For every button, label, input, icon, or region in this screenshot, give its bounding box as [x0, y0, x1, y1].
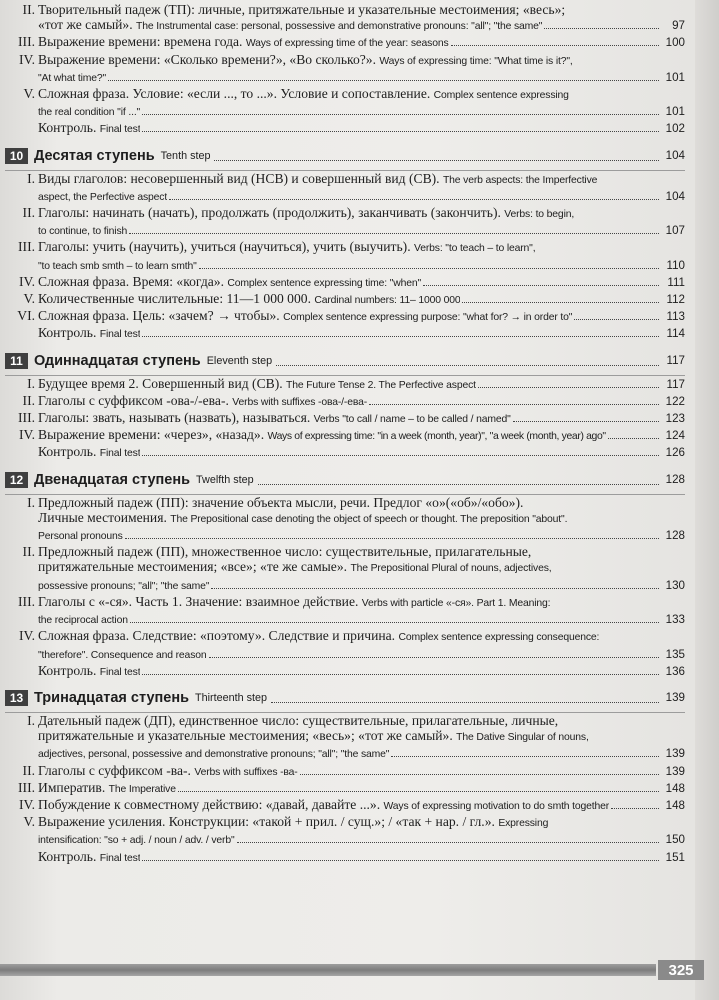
step-heading — [5, 688, 685, 708]
entry-title-ru: Творительный падеж (ТП): личные, притяжательные и указательные местоимения; «весь»; — [38, 2, 566, 17]
step-subtitle: Tenth step — [160, 149, 211, 162]
step-number-badge: 11 — [5, 353, 28, 369]
step-heading — [5, 351, 685, 371]
step-number-badge: 13 — [5, 690, 28, 706]
page-ref: 122 — [665, 394, 685, 408]
toc-entry: V. Выражение усиления. Конструкции: «такой + прил. / сущ.»; / «так + нар. / гл.». Expressing intensification: "so + adj. / noun / adv. / verb" 150 — [23, 814, 685, 847]
page-ref: 117 — [666, 377, 685, 391]
step-number-badge: 10 — [5, 148, 28, 164]
toc-entry: V. Количественные числительные: 11—1 000 000. Cardinal numbers: 11– 1000 000 112 — [23, 291, 685, 307]
page-ref: 110 — [666, 258, 685, 272]
toc-entry-final-test: Контроль. Final test 136 — [38, 662, 685, 678]
page-ref: 128 — [665, 529, 685, 543]
page-ref: 100 — [665, 36, 685, 50]
step-subtitle: Thirteenth step — [195, 691, 268, 704]
step-title: Одиннадцатая ступень — [34, 352, 201, 369]
toc-entry: I. Предложный падеж (ПП): значение объекта мысли, речи. Предлог «о»(«об»/«обо»). Личные местоимения. The Prepositional case denoting the object of speech or thought. The preposition "about". Personal pronouns 128 — [27, 494, 685, 543]
table-of-contents — [5, 2, 685, 866]
toc-entry: III. Глаголы: звать, называть (назвать), называться. Verbs "to call / name – to be called / named" 123 — [18, 410, 685, 426]
page-ref: 114 — [666, 327, 685, 341]
toc-entry: III. Выражение времени: времена года. Ways of expressing time of the year: seasons 100 — [18, 34, 685, 50]
toc-entry: II. Глаголы с суффиксом -ова-/-ева-. Verbs with suffixes -ова-/-ева- 122 — [22, 392, 685, 408]
facing-page-edge — [695, 0, 719, 1000]
toc-entry: III. Императив. The Imperative 148 — [18, 779, 685, 795]
page-footer — [0, 960, 719, 980]
toc-entry: IV. Выражение времени: «через», «назад». Ways of expressing time: "in a week (month, year)", "a week (month, year) ago" 124 — [19, 427, 685, 443]
step-number-badge: 12 — [5, 472, 28, 488]
page-ref: 101 — [665, 70, 685, 84]
page-ref: 124 — [665, 429, 685, 443]
toc-entry: IV. Сложная фраза. Время: «когда». Complex sentence expressing time: "when" 111 — [19, 273, 685, 289]
toc-entry: I. Виды глаголов: несовершенный вид (НСВ) и совершенный вид (СВ). The verb aspects: the Imperfective aspect, the Perfective aspect 104 — [27, 170, 685, 203]
page-ref: 102 — [665, 122, 685, 136]
page-ref: 150 — [665, 833, 685, 847]
page-ref: 148 — [665, 798, 685, 812]
page-ref: 139 — [665, 764, 685, 778]
page-ref: 148 — [665, 781, 685, 795]
toc-entry: V. Сложная фраза. Условие: «если ..., то ...». Условие и сопоставление. Complex sentence expressing the real condition "if ..." 101 — [23, 86, 685, 119]
step-title: Двенадцатая ступень — [34, 471, 191, 488]
page-ref: 139 — [665, 691, 685, 705]
toc-entry: II. Предложный падеж (ПП), множественное число: существительные, прилагательные, притяжательные местоимения; «все»; «те же самые». The Prepositional Plural of nouns, adjectives, possessive pronouns; "all"; "the same" 130 — [22, 544, 685, 592]
toc-entry: III. Глаголы: учить (научить), учиться (научиться), учить (выучить). Verbs: "to teach – to learn", "to teach smb smth – to learn smth" 110 — [18, 239, 685, 272]
page-ref: 97 — [672, 19, 685, 33]
page-ref: 101 — [665, 105, 685, 119]
toc-entry: III. Глаголы с «-ся». Часть 1. Значение: взаимное действие. Verbs with particle «-ся». Part 1. Meaning: the reciprocal action 133 — [18, 593, 685, 627]
page-ref: 139 — [665, 747, 685, 761]
step-subtitle: Eleventh step — [206, 354, 273, 367]
page-number: 325 — [658, 960, 704, 980]
toc-entry-final-test: Контроль. Final test 126 — [38, 444, 685, 460]
page-ref: 135 — [665, 647, 685, 661]
toc-entry: IV. Выражение времени: «Сколько времени?», «Во сколько?». Ways of expressing time: "What time is it?", "At what time?" 101 — [19, 51, 685, 84]
page-ref: 111 — [667, 275, 685, 289]
toc-entry-final-test: Контроль. Final test 151 — [38, 848, 685, 864]
page-ref: 133 — [665, 613, 685, 627]
toc-entry: IV. Сложная фраза. Следствие: «поэтому». Следствие и причина. Complex sentence expressing consequence: "therefore". Consequence and reason 135 — [19, 628, 685, 661]
toc-entry: I. Дательный падеж (ДП), единственное число: существительные, прилагательные, личные, притяжательные и указательные местоимения; «весь»; «тот же самый». The Dative Singular of nouns, adjectives, personal, possessive and demonstrative pronouns; "all"; "the same" 139 — [27, 712, 685, 761]
step-heading — [5, 470, 685, 490]
page-ref: 123 — [665, 412, 685, 426]
toc-entry: IV. Побуждение к совместному действию: «давай, давайте ...». Ways of expressing motivation to do smth together 148 — [19, 796, 685, 812]
toc-entry-final-test: Контроль. Final test 102 — [38, 120, 685, 136]
toc-entry: II. Глаголы: начинать (начать), продолжать (продолжить), заканчивать (закончить). Verbs: to begin, to continue, to finish 107 — [22, 205, 685, 238]
page-ref: 117 — [666, 354, 685, 368]
toc-entry: I. Будущее время 2. Совершенный вид (СВ). The Future Tense 2. The Perfective aspect 117 — [27, 375, 685, 391]
page-ref: 128 — [665, 473, 685, 487]
page-ref: 130 — [665, 578, 685, 592]
toc-entry: VI. Сложная фраза. Цель: «зачем? → чтобы». Complex sentence expressing purpose: "what for? → in order to" 113 — [17, 308, 685, 324]
page-ref: 136 — [665, 664, 685, 678]
toc-entry: II. Глаголы с суффиксом -ва-. Verbs with suffixes -ва- 139 — [22, 762, 685, 778]
step-title: Десятая ступень — [34, 147, 155, 164]
toc-entry: II. Творительный падеж (ТП): личные, притяжательные и указательные местоимения; «весь»; «тот же самый». The Instrumental case: personal, possessive and demonstrative pronouns: "all"; "the same" 97 — [22, 2, 685, 33]
page-ref: 126 — [665, 446, 685, 460]
footer-bar — [0, 964, 656, 976]
page-ref: 107 — [665, 224, 685, 238]
page-ref: 104 — [665, 149, 685, 163]
step-subtitle: Twelfth step — [196, 473, 254, 486]
page-ref: 113 — [666, 310, 685, 324]
step-title: Тринадцатая ступень — [34, 689, 189, 706]
page-ref: 104 — [665, 189, 685, 203]
step-heading — [5, 146, 685, 166]
page-ref: 112 — [666, 293, 685, 307]
toc-entry-final-test: Контроль. Final test 114 — [38, 325, 685, 341]
page-ref: 151 — [665, 850, 685, 864]
